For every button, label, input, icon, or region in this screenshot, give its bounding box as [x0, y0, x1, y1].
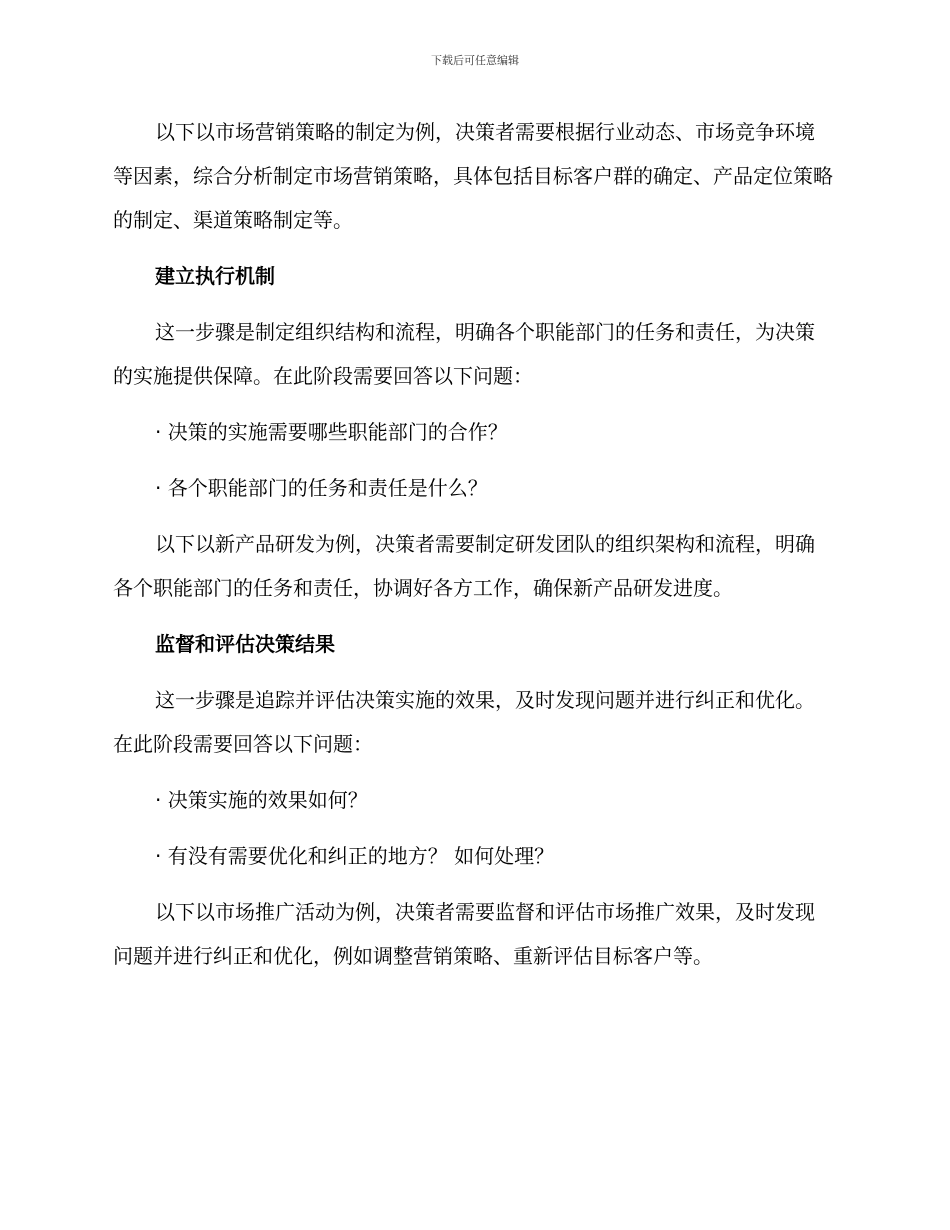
bullet-item: · 有没有需要优化和纠正的地方？ 如何处理？: [155, 844, 555, 868]
document-body: [113, 110, 833, 990]
paragraph-monitor-intro: 这一步骤是追踪并评估决策实施的效果，及时发现问题并进行纠正和优化。在此阶段需要回答以下问题：: [113, 688, 815, 756]
bullet-item: · 决策实施的效果如何？: [155, 788, 368, 812]
heading-execution-mechanism: 建立执行机制: [155, 264, 275, 288]
heading-monitor-evaluate: 监督和评估决策结果: [155, 632, 335, 656]
bullet-item: · 决策的实施需要哪些职能部门的合作？: [155, 420, 508, 444]
paragraph-execution-intro: 这一步骤是制定组织结构和流程，明确各个职能部门的任务和责任，为决策的实施提供保障。在此阶段需要回答以下问题：: [113, 320, 815, 388]
page-header: 下载后可任意编辑: [431, 54, 519, 67]
bullet-item: · 各个职能部门的任务和责任是什么？: [155, 476, 488, 500]
paragraph-new-product: 以下以新产品研发为例，决策者需要制定研发团队的组织架构和流程，明确各个职能部门的任务和责任，协调好各方工作，确保新产品研发进度。: [113, 532, 815, 600]
paragraph-market-promotion: 以下以市场推广活动为例，决策者需要监督和评估市场推广效果，及时发现问题并进行纠正和优化，例如调整营销策略、重新评估目标客户等。: [113, 900, 815, 968]
paragraph-marketing-strategy: 以下以市场营销策略的制定为例，决策者需要根据行业动态、市场竞争环境等因素，综合分析制定市场营销策略，具体包括目标客户群的确定、产品定位策略的制定、渠道策略制定等。: [113, 120, 833, 232]
